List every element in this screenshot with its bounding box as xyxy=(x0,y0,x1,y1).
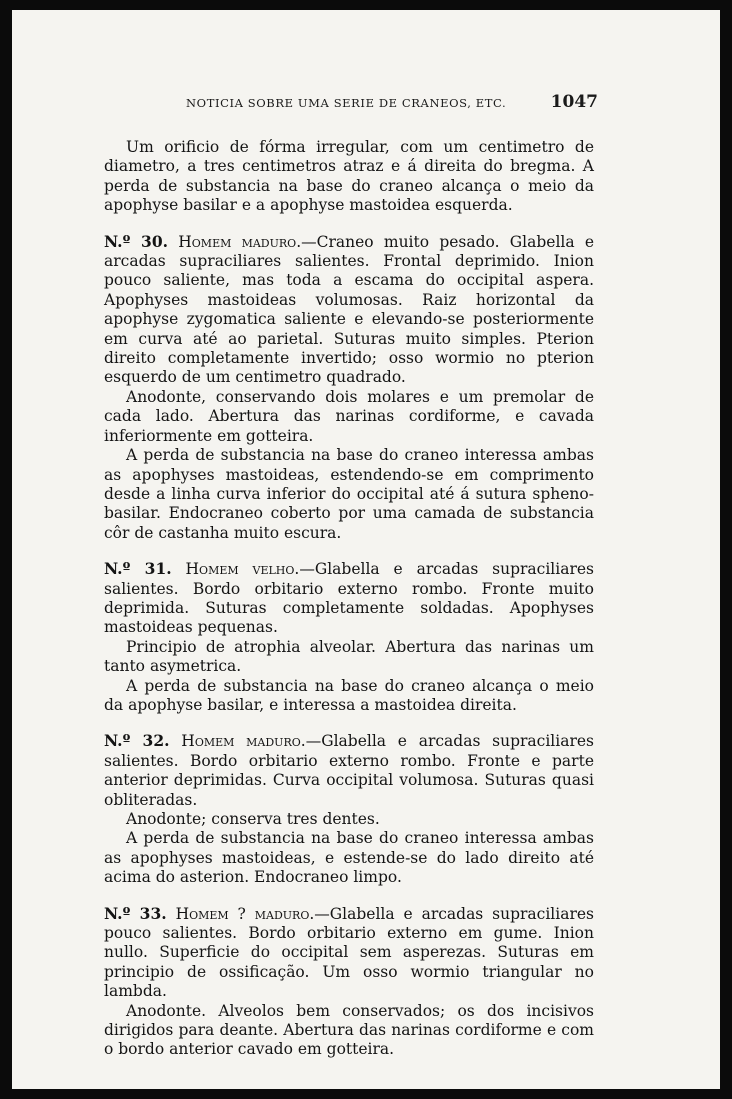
entry-paragraph: Anodonte, conservando dois molares e um premolar de cada lado. Abertura das narinas cordiforme, e cavada inferiormente em gotteira. xyxy=(104,387,594,445)
entry-text: —Glabella e arcadas supraciliares salientes. Bordo orbitario externo rombo. Fronte muito deprimida. Suturas completamente soldadas. Apophyses mastoideas pequenas. xyxy=(104,560,594,637)
entry-paragraph: Anodonte. Alveolos bem conservados; os dos incisivos dirigidos para deante. Abertura das narinas cordiforme e com o bordo anterior cavado em gotteira. xyxy=(104,1001,594,1059)
entry-paragraph: A perda de substancia na base do craneo interessa ambas as apophyses mastoideas, estendendo-se em comprimento desde a linha curva inferior do occipital até á sutura spheno-basilar. Endocraneo coberto por uma camada de substancia côr de castanha muito escura. xyxy=(104,446,594,542)
running-title: NOTICIA SOBRE UMA SERIE DE CRANEOS, ETC. xyxy=(186,96,507,110)
entry-paragraph: Anodonte; conserva tres dentes. xyxy=(126,810,380,828)
book-page xyxy=(12,10,720,1089)
entry-title: Homem ? maduro. xyxy=(175,904,315,923)
entry-text: —Craneo muito pesado. Glabella e arcadas supraciliares salientes. Frontal deprimido. Inion pouco saliente, mas toda a escama do occipital aspera. Apophyses mastoideas volumosas. Raiz horizontal da apophyse zygomatica saliente e elevando-se posteriormente em curva até ao parietal. Suturas muito simples. Pterion direito completamente invertido; osso wormio no pterion esquerdo de um centimetro quadrado. xyxy=(104,232,595,387)
entry-text: —Glabella e arcadas supraciliares pouco salientes. Bordo orbitario externo em gume. Inion nullo. Superficie do occipital sem asperezas. Suturas em principio de ossificação. Um osso wormio triangular no lambda. xyxy=(104,904,594,1001)
entry-number: N.º 33. xyxy=(104,903,167,923)
entry-number: N.º 31. xyxy=(104,559,172,579)
entry-number: N.º 32. xyxy=(104,731,170,751)
entry-title: Homem maduro. xyxy=(181,732,306,751)
page-header xyxy=(102,92,598,116)
entry-paragraph: Principio de atrophia alveolar. Abertura das narinas um tanto asymetrica. xyxy=(104,637,594,676)
entry-lead-paragraph xyxy=(104,904,594,1002)
entry-title: Homem velho. xyxy=(185,560,300,579)
entry-text: —Glabella e arcadas supraciliares salientes. Bordo orbitario externo rombo. Fronte e parte anterior deprimidas. Curva occipital volumosa. Suturas quasi obliteradas. xyxy=(104,732,595,809)
entry-32 xyxy=(104,731,594,887)
entry-30 xyxy=(104,232,594,544)
entry-lead-paragraph xyxy=(104,731,594,810)
page-number: 1047 xyxy=(550,92,598,112)
page-body xyxy=(104,138,594,1060)
entry-title: Homem maduro. xyxy=(178,232,302,251)
entry-paragraph: A perda de substancia na base do craneo alcança o meio da apophyse basilar, e interessa a mastoidea direita. xyxy=(104,676,594,714)
entry-33 xyxy=(104,904,594,1060)
entry-lead-paragraph xyxy=(104,559,594,638)
entry-number: N.º 30. xyxy=(104,231,169,251)
entry-lead-paragraph xyxy=(104,232,594,388)
entry-31 xyxy=(104,559,594,715)
entry-paragraph: A perda de substancia na base do craneo interessa ambas as apophyses mastoideas, e estende-se do lado direito até acima do asterion. Endocraneo limpo. xyxy=(104,829,594,887)
intro-paragraph: Um orificio de fórma irregular, com um centimetro de diametro, a tres centimetros atraz e á direita do bregma. A perda de substancia na base do craneo alcança o meio da apophyse basilar e a apophyse mastoidea esquerda. xyxy=(104,138,594,215)
